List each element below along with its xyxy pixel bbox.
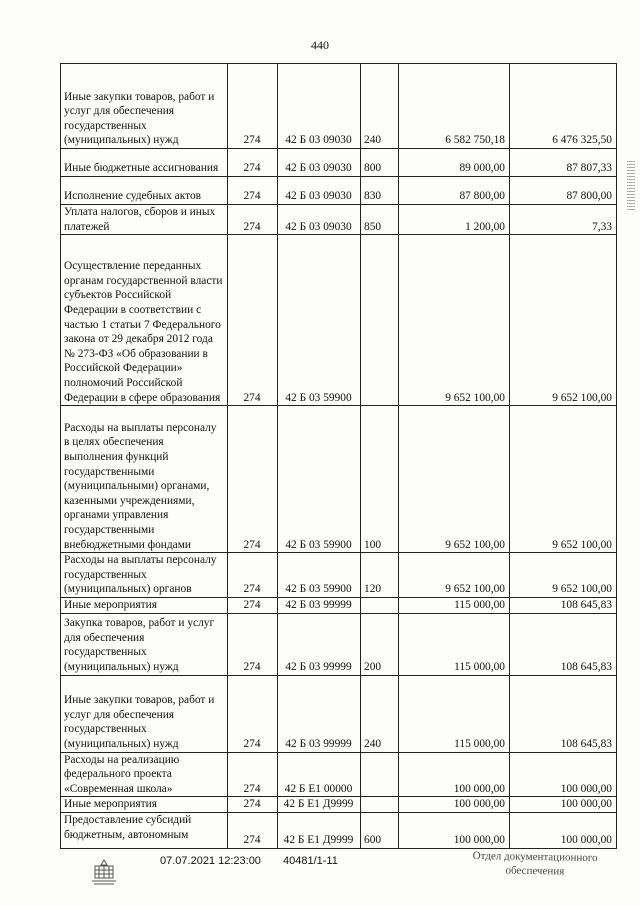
- row-type: 120: [361, 553, 399, 598]
- row-code: 274: [228, 553, 278, 598]
- row-type: 850: [361, 205, 399, 235]
- row-type: 800: [361, 149, 399, 177]
- row-code: 274: [228, 149, 278, 177]
- table-row: [61, 406, 617, 553]
- row-plan: 100 000,00: [399, 797, 510, 813]
- row-code: 274: [228, 406, 278, 553]
- row-type: [361, 597, 399, 613]
- row-code: 274: [228, 812, 278, 848]
- row-plan: 9 652 100,00: [399, 235, 510, 406]
- page-number: 440: [311, 38, 329, 52]
- row-name: Уплата налогов, сборов и иных платежей: [61, 205, 228, 235]
- row-plan: 1 200,00: [399, 205, 510, 235]
- row-type: 200: [361, 613, 399, 675]
- table-row: [61, 597, 617, 613]
- row-article: 42 Б 03 09030: [278, 149, 361, 177]
- row-code: 274: [228, 597, 278, 613]
- budget-table: [60, 63, 617, 849]
- row-name: Закупка товаров, работ и услуг для обеспечения государственных (муниципальных) нужд: [61, 613, 228, 675]
- row-actual: 9 652 100,00: [510, 553, 617, 598]
- row-plan: 100 000,00: [399, 752, 510, 797]
- footer-doc-number: 40481/1-11: [283, 855, 338, 867]
- footer-datetime: 07.07.2021 12:23:00: [160, 855, 261, 867]
- row-actual: 108 645,83: [510, 613, 617, 675]
- row-article: 42 Б 03 59900: [278, 553, 361, 598]
- row-plan: 6 582 750,18: [399, 64, 510, 149]
- row-type: [361, 797, 399, 813]
- row-article: 42 Б 03 59900: [278, 406, 361, 553]
- row-actual: 100 000,00: [510, 752, 617, 797]
- row-plan: 9 652 100,00: [399, 406, 510, 553]
- row-type: 830: [361, 177, 399, 205]
- row-actual: 87 800,00: [510, 177, 617, 205]
- row-article: 42 Б 03 99999: [278, 675, 361, 752]
- row-name: Предоставление субсидий бюджетным, автономным: [61, 812, 228, 848]
- row-code: 274: [228, 64, 278, 149]
- row-type: [361, 752, 399, 797]
- row-actual: 9 652 100,00: [510, 235, 617, 406]
- row-code: 274: [228, 752, 278, 797]
- row-article: 42 Б 03 09030: [278, 64, 361, 149]
- stamp-line-2: обеспечения: [505, 864, 565, 878]
- row-plan: 89 000,00: [399, 149, 510, 177]
- table-row: [61, 752, 617, 797]
- row-type: 600: [361, 812, 399, 848]
- row-actual: 108 645,83: [510, 675, 617, 752]
- row-actual: 100 000,00: [510, 797, 617, 813]
- row-type: 100: [361, 406, 399, 553]
- row-type: 240: [361, 64, 399, 149]
- table-row: [61, 205, 617, 235]
- table-row: [61, 235, 617, 406]
- table-row: [61, 64, 617, 149]
- row-plan: 87 800,00: [399, 177, 510, 205]
- table-row: [61, 812, 617, 848]
- row-actual: 6 476 325,50: [510, 64, 617, 149]
- row-actual: 100 000,00: [510, 812, 617, 848]
- table-row: [61, 613, 617, 675]
- row-actual: 7,33: [510, 205, 617, 235]
- row-code: 274: [228, 235, 278, 406]
- table-row: [61, 797, 617, 813]
- row-article: 42 Б 03 09030: [278, 177, 361, 205]
- row-code: 274: [228, 675, 278, 752]
- row-article: 42 Б 03 59900: [278, 235, 361, 406]
- row-article: 42 Б Е1 Д9999: [278, 797, 361, 813]
- row-type: [361, 235, 399, 406]
- scan-artifact: [627, 160, 635, 210]
- row-name: Иные бюджетные ассигнования: [61, 149, 228, 177]
- row-name: Осуществление переданных органам государственной власти субъектов Российской Федерации в соответствии с частью 1 статьи 7 Федерального закона от 29 декабря 2012 года № 273-ФЗ «Об образовании в Российской Федерации» полномочий Российской Федерации в сфере образования: [61, 235, 228, 406]
- row-name: Иные закупки товаров, работ и услуг для обеспечения государственных (муниципальных) нужд: [61, 675, 228, 752]
- row-plan: 115 000,00: [399, 613, 510, 675]
- table-row: [61, 177, 617, 205]
- row-actual: 108 645,83: [510, 597, 617, 613]
- row-code: 274: [228, 797, 278, 813]
- department-stamp: [450, 849, 620, 880]
- row-actual: 9 652 100,00: [510, 406, 617, 553]
- emblem-icon: [88, 857, 120, 887]
- row-actual: 87 807,33: [510, 149, 617, 177]
- row-plan: 100 000,00: [399, 812, 510, 848]
- row-name: Исполнение судебных актов: [61, 177, 228, 205]
- row-type: 240: [361, 675, 399, 752]
- row-plan: 115 000,00: [399, 597, 510, 613]
- row-name: Иные мероприятия: [61, 597, 228, 613]
- row-article: 42 Б 03 99999: [278, 597, 361, 613]
- stamp-line-1: Отдел документационного: [472, 849, 598, 865]
- row-article: 42 Б 03 09030: [278, 205, 361, 235]
- row-name: Иные мероприятия: [61, 797, 228, 813]
- row-plan: 115 000,00: [399, 675, 510, 752]
- row-article: 42 Б 03 99999: [278, 613, 361, 675]
- row-code: 274: [228, 177, 278, 205]
- row-code: 274: [228, 613, 278, 675]
- row-name: Расходы на выплаты персоналу в целях обеспечения выполнения функций государственными (муниципальными) органами, казенными учреждениями, органами управления государственными внебюджетными фондами: [61, 406, 228, 553]
- row-article: 42 Б Е1 00000: [278, 752, 361, 797]
- table-row: [61, 149, 617, 177]
- row-name: Расходы на реализацию федерального проекта «Современная школа»: [61, 752, 228, 797]
- table-row: [61, 675, 617, 752]
- row-code: 274: [228, 205, 278, 235]
- row-plan: 9 652 100,00: [399, 553, 510, 598]
- table-row: [61, 553, 617, 598]
- row-name: Иные закупки товаров, работ и услуг для обеспечения государственных (муниципальных) нужд: [61, 64, 228, 149]
- row-name: Расходы на выплаты персоналу государственных (муниципальных) органов: [61, 553, 228, 598]
- row-article: 42 Б Е1 Д9999: [278, 812, 361, 848]
